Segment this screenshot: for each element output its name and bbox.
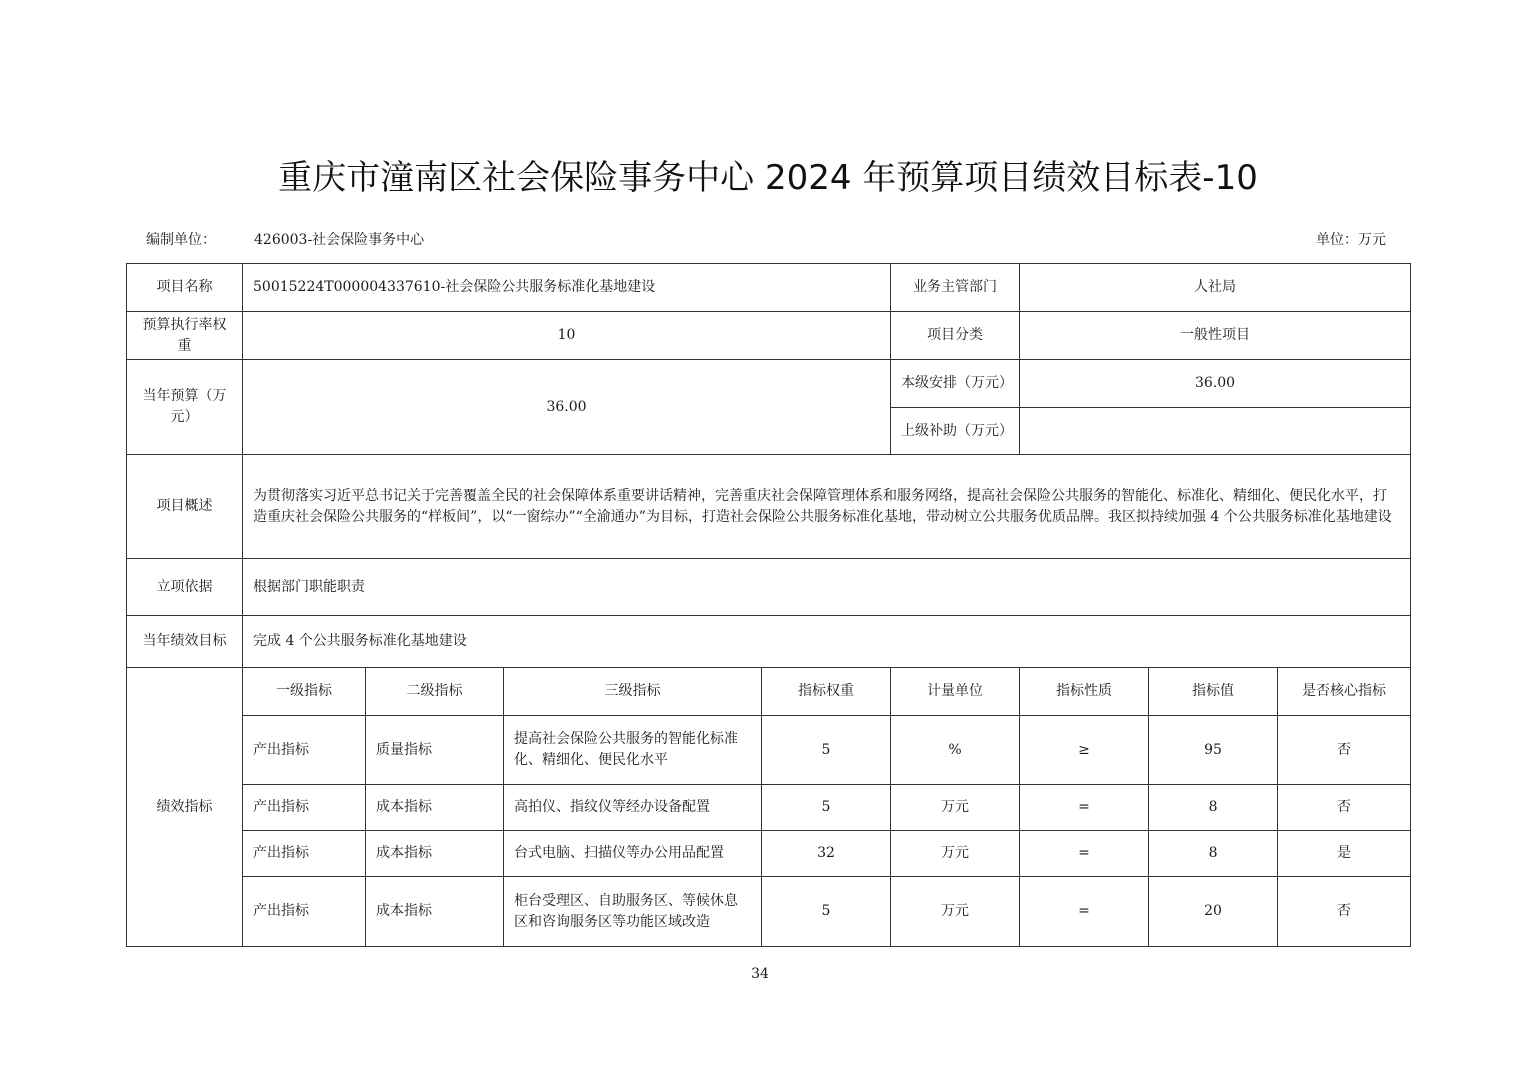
goal-label: 当年绩效目标 [127, 616, 243, 668]
basis-label: 立项依据 [127, 559, 243, 616]
budget-label: 当年预算（万元） [127, 360, 243, 455]
page-title: 重庆市潼南区社会保险事务中心 2024 年预算项目绩效目标表-10 [278, 158, 1258, 198]
table-row [127, 312, 1411, 360]
perf-l2: 成本指标 [366, 831, 504, 877]
perf-core: 否 [1278, 877, 1411, 947]
weight-label: 预算执行率权重 [127, 312, 243, 360]
perf-nature: ≥ [1020, 716, 1149, 785]
upper-value [1020, 408, 1411, 455]
compiling-unit [146, 229, 424, 249]
perf-core: 否 [1278, 785, 1411, 831]
performance-table [126, 263, 1411, 947]
perf-weight: 5 [762, 785, 891, 831]
perf-l1: 产出指标 [243, 877, 366, 947]
perf-unit: 万元 [891, 877, 1020, 947]
perf-core: 是 [1278, 831, 1411, 877]
perf-header: 指标性质 [1020, 668, 1149, 716]
perf-l3: 台式电脑、扫描仪等办公用品配置 [504, 831, 762, 877]
local-label: 本级安排（万元） [891, 360, 1020, 408]
perf-l2: 成本指标 [366, 785, 504, 831]
dept-value: 人社局 [1020, 264, 1411, 312]
budget-value: 36.00 [243, 360, 891, 455]
perf-value: 20 [1149, 877, 1278, 947]
perf-l3: 高拍仪、指纹仪等经办设备配置 [504, 785, 762, 831]
table-row [127, 616, 1411, 668]
perf-row [127, 785, 1411, 831]
perf-nature: = [1020, 877, 1149, 947]
perf-weight: 5 [762, 716, 891, 785]
perf-l1: 产出指标 [243, 831, 366, 877]
perf-header-row [127, 668, 1411, 716]
perf-header: 指标值 [1149, 668, 1278, 716]
perf-header: 指标权重 [762, 668, 891, 716]
weight-value: 10 [243, 312, 891, 360]
perf-header: 一级指标 [243, 668, 366, 716]
goal-value: 完成 4 个公共服务标准化基地建设 [243, 616, 1411, 668]
perf-nature: = [1020, 831, 1149, 877]
perf-l1: 产出指标 [243, 785, 366, 831]
table-row [127, 264, 1411, 312]
perf-weight: 5 [762, 877, 891, 947]
perf-unit: 万元 [891, 785, 1020, 831]
table-row [127, 360, 1411, 408]
perf-nature: = [1020, 785, 1149, 831]
perf-unit: % [891, 716, 1020, 785]
perf-l3: 柜台受理区、自助服务区、等候休息区和咨询服务区等功能区域改造 [504, 877, 762, 947]
perf-l2: 成本指标 [366, 877, 504, 947]
perf-row [127, 877, 1411, 947]
table-row [127, 455, 1411, 559]
perf-l1: 产出指标 [243, 716, 366, 785]
perf-weight: 32 [762, 831, 891, 877]
perf-row [127, 831, 1411, 877]
compiling-unit-label: 编制单位： [146, 232, 216, 248]
perf-value: 8 [1149, 831, 1278, 877]
project-name-value: 50015224T000004337610-社会保险公共服务标准化基地建设 [243, 264, 891, 312]
compiling-unit-value: 426003-社会保险事务中心 [254, 232, 425, 248]
perf-row [127, 716, 1411, 785]
perf-value: 95 [1149, 716, 1278, 785]
perf-l2: 质量指标 [366, 716, 504, 785]
page-number: 34 [751, 966, 769, 982]
project-name-label: 项目名称 [127, 264, 243, 312]
perf-value: 8 [1149, 785, 1278, 831]
perf-header: 二级指标 [366, 668, 504, 716]
perf-header: 是否核心指标 [1278, 668, 1411, 716]
summary-value: 为贯彻落实习近平总书记关于完善覆盖全民的社会保障体系重要讲话精神，完善重庆社会保障管理体系和服务网络，提高社会保险公共服务的智能化、标准化、精细化、便民化水平，打造重庆社会保险公共服务的“样板间”，以“一窗综办”“全渝通办”为目标，打造社会保险公共服务标准化基地，带动树立公共服务优质品牌。我区拟持续加强 4 个公共服务标准化基地建设 [243, 455, 1411, 559]
perf-header: 三级指标 [504, 668, 762, 716]
category-label: 项目分类 [891, 312, 1020, 360]
table-row [127, 559, 1411, 616]
upper-label: 上级补助（万元） [891, 408, 1020, 455]
local-value: 36.00 [1020, 360, 1411, 408]
category-value: 一般性项目 [1020, 312, 1411, 360]
dept-label: 业务主管部门 [891, 264, 1020, 312]
perf-label: 绩效指标 [127, 668, 243, 947]
perf-core: 否 [1278, 716, 1411, 785]
perf-l3: 提高社会保险公共服务的智能化标准化、精细化、便民化水平 [504, 716, 762, 785]
summary-label: 项目概述 [127, 455, 243, 559]
basis-value: 根据部门职能职责 [243, 559, 1411, 616]
perf-unit: 万元 [891, 831, 1020, 877]
currency-unit: 单位：万元 [1316, 232, 1386, 248]
perf-header: 计量单位 [891, 668, 1020, 716]
